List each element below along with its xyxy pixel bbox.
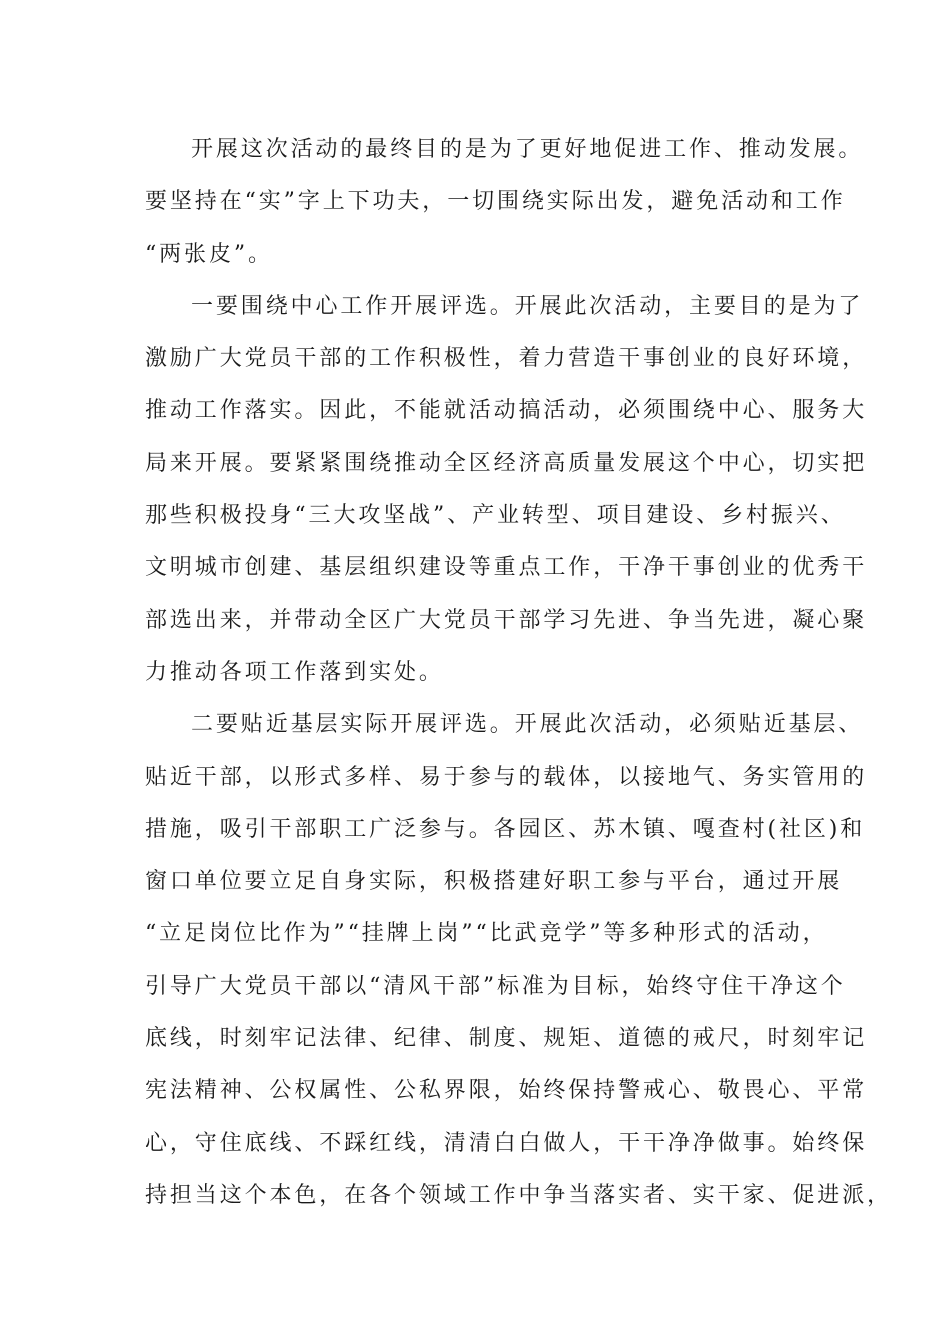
text-line: 宪法精神、公权属性、公私界限，始终保持警戒心、敬畏心、平常 [145,1078,868,1104]
text-line: 窗口单位要立足自身实际，积极搭建好职工参与平台，通过开展 [145,869,843,895]
text-line: 贴近干部，以形式多样、易于参与的载体，以接地气、务实管用的 [145,764,868,790]
text-line: 引导广大党员干部以“清风干部”标准为目标，始终守住干净这个 [145,973,846,999]
text-line: 措施，吸引干部职工广泛参与。各园区、苏木镇、嘎查村(社区)和 [145,816,866,842]
text-line: 部选出来，并带动全区广大党员干部学习先进、争当先进，凝心聚 [145,607,868,633]
text-line: 那些积极投身“三大攻坚战”、产业转型、项目建设、乡村振兴、 [145,503,846,529]
text-line: 开展这次活动的最终目的是为了更好地促进工作、推动发展。 [191,137,864,162]
text-line: 激励广大党员干部的工作积极性，着力营造干事创业的良好环境， [145,346,868,372]
text-line: 底线，时刻牢记法律、纪律、制度、规矩、道德的戒尺，时刻牢记 [145,1026,868,1052]
text-line: 一要围绕中心工作开展评选。开展此次活动，主要目的是为了 [191,293,864,319]
text-line: “两张皮”。 [145,241,273,267]
document-body [145,124,893,1222]
text-line: 推动工作落实。因此，不能就活动搞活动，必须围绕中心、服务大 [145,398,868,424]
text-line: 力推动各项工作落到实处。 [145,659,444,685]
text-line: 心，守住底线、不踩红线，清清白白做人，干干净净做事。始终保 [145,1130,868,1156]
text-line: 二要贴近基层实际开展评选。开展此次活动，必须贴近基层、 [191,712,864,738]
text-line: 文明城市创建、基层组织建设等重点工作，干净干事创业的优秀干 [145,555,868,581]
text-line: 要坚持在“实”字上下功夫，一切围绕实际出发，避免活动和工作 [145,189,846,215]
text-line: 局来开展。要紧紧围绕推动全区经济高质量发展这个中心，切实把 [145,450,868,476]
text-line: 持担当这个本色，在各个领域工作中争当落实者、实干家、促进派， [145,1182,893,1208]
text-line: “立足岗位比作为”“挂牌上岗”“比武竞学”等多种形式的活动， [145,921,828,947]
